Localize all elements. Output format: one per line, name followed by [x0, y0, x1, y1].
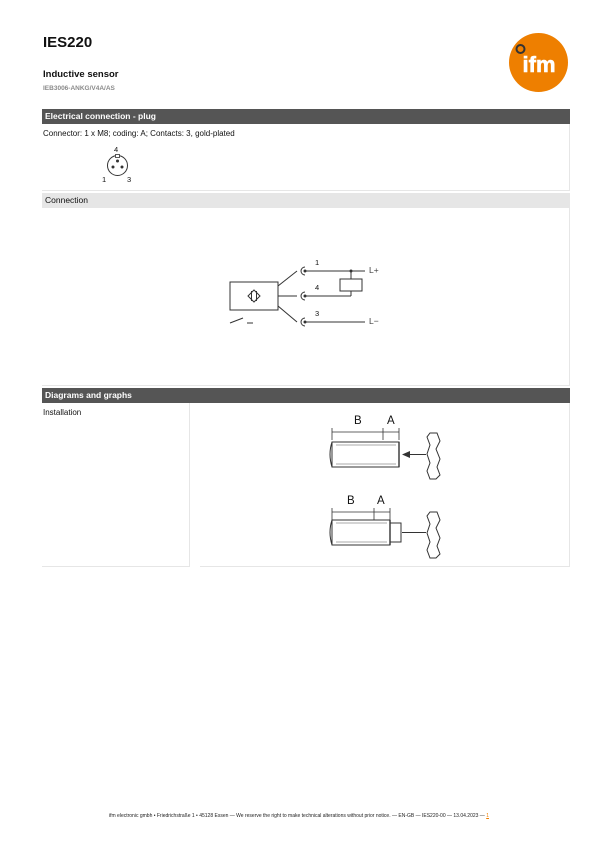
footer-text: ifm electronic gmbh • Friedrichstraße 1 • 45128 Essen — We reserve the right to make technical alterations without prior notice. — EN-GB — IES220-00 — 13.04.2023 —: [109, 813, 485, 819]
pin-label-3: 3: [127, 175, 132, 184]
wire-label-3: 3: [315, 309, 320, 318]
installation-drawing-nonflush: [326, 506, 442, 560]
section-heading-electrical: Electrical connection - plug: [42, 109, 570, 124]
dimension-label-a-2: A: [377, 495, 385, 507]
wire-label-4: 4: [315, 283, 320, 292]
wire-label-1: 1: [315, 258, 320, 267]
dimension-label-b-2: B: [347, 495, 355, 507]
section-heading-diagrams: Diagrams and graphs: [42, 388, 570, 403]
page-footer: [0, 813, 598, 819]
label-l-plus: L+: [369, 265, 379, 275]
product-subtitle: Inductive sensor: [43, 69, 119, 80]
pin-label-1: 1: [102, 175, 107, 184]
installation-drawing-flush: [326, 426, 442, 480]
svg-text:ifm: ifm: [522, 52, 556, 77]
dimension-label-a-1: A: [387, 415, 395, 427]
article-number: IEB3006-ANKG/V4A/AS: [43, 85, 115, 92]
dimension-label-b-1: B: [354, 415, 362, 427]
product-title: IES220: [43, 34, 93, 51]
ifm-logo: [509, 33, 568, 92]
label-l-minus: L−: [369, 316, 379, 326]
installation-label: Installation: [43, 408, 82, 417]
diagrams-label-cell: [42, 403, 190, 567]
page-number-link[interactable]: 1: [486, 813, 489, 819]
pin-label-4: 4: [114, 145, 119, 154]
section-heading-connection: Connection: [42, 193, 570, 208]
connector-description: Connector: 1 x M8; coding: A; Contacts: 3, gold-plated: [43, 129, 235, 138]
